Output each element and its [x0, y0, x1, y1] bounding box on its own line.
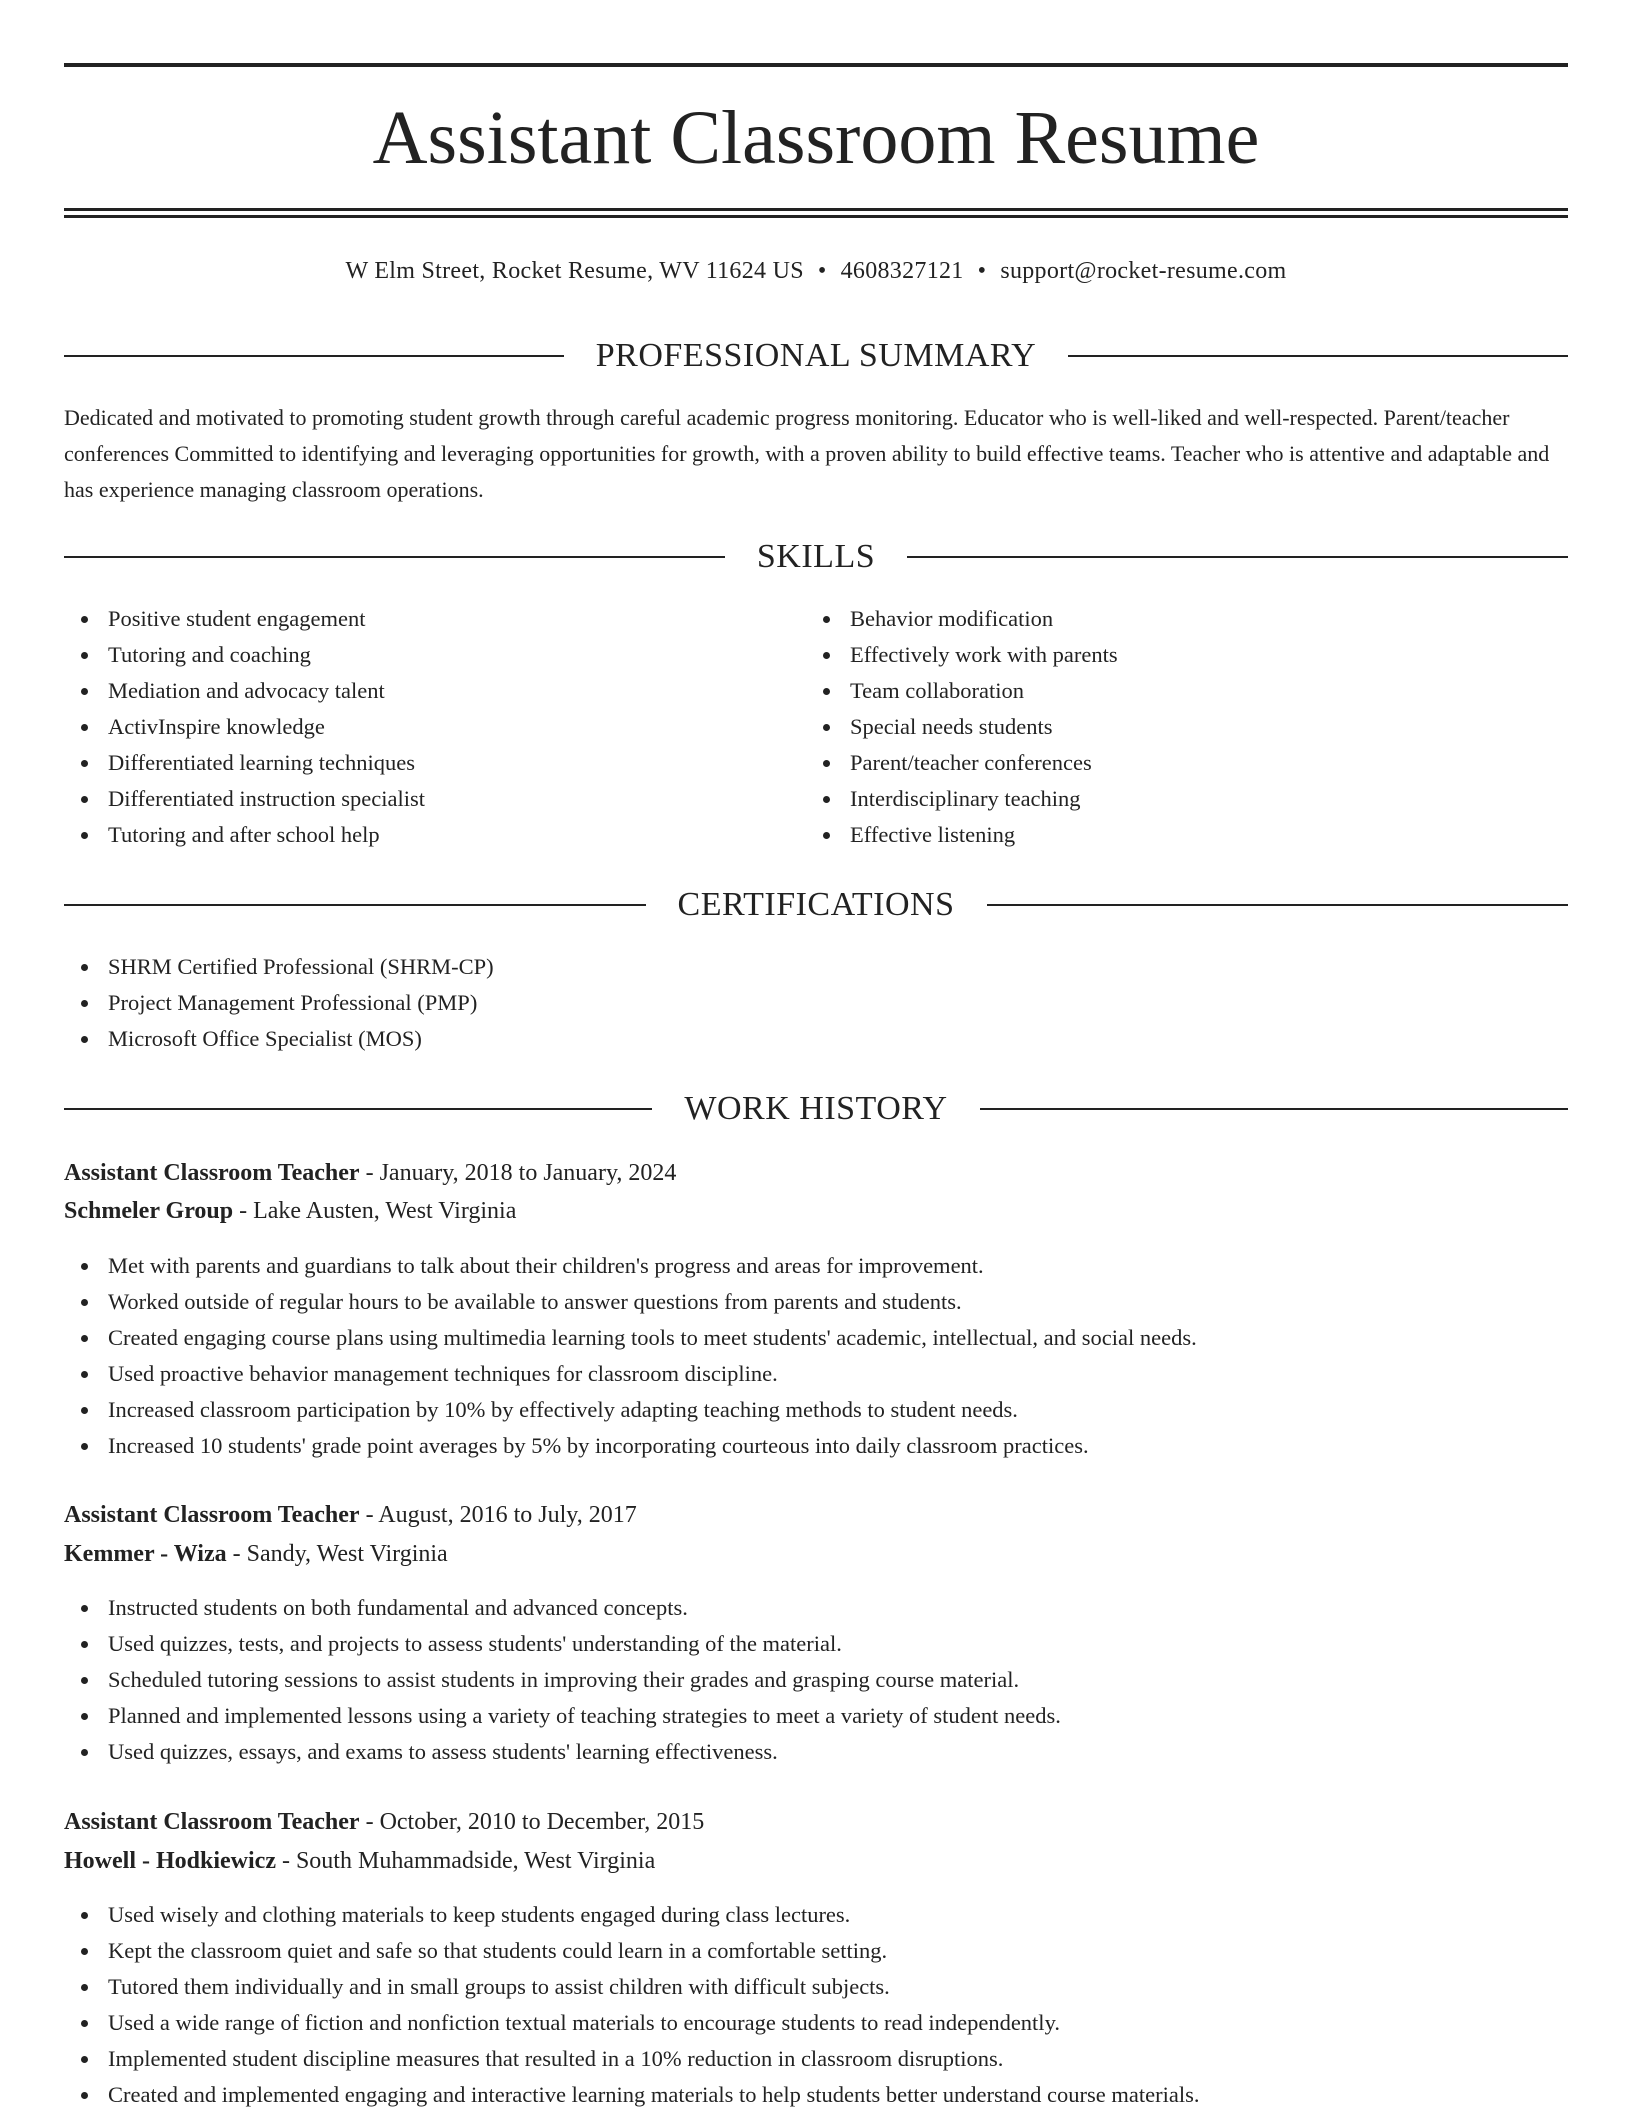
job-bullet: Increased classroom participation by 10% by effectively adapting teaching methods to student needs.: [64, 1392, 1568, 1428]
section-heading-summary: [64, 334, 1568, 378]
skill-item: Differentiated instruction specialist: [64, 781, 804, 817]
job-bullet: Used proactive behavior management techniques for classroom discipline.: [64, 1356, 1568, 1392]
job-company-line: [64, 1192, 1568, 1230]
job-title-line: [64, 1154, 1568, 1192]
section-heading-work-history: [64, 1087, 1568, 1131]
job-company: Schmeler Group: [64, 1198, 234, 1224]
job-location: - South Muhammadside, West Virginia: [275, 1848, 656, 1874]
heading-rule: [907, 556, 1568, 558]
contact-separator: •: [977, 258, 987, 284]
job-bullet: Implemented student discipline measures that resulted in a 10% reduction in classroom disruptions.: [64, 2041, 1568, 2077]
job-bullet: Worked outside of regular hours to be available to answer questions from parents and students.: [64, 1284, 1568, 1320]
section-title-work-history: WORK HISTORY: [684, 1090, 948, 1127]
page-title: Assistant Classroom Resume: [372, 96, 1260, 180]
job-location: - Lake Austen, West Virginia: [233, 1198, 517, 1224]
certification-item: Project Management Professional (PMP): [64, 985, 1568, 1021]
certification-item: SHRM Certified Professional (SHRM-CP): [64, 949, 1568, 985]
job-dates: - January, 2018 to January, 2024: [359, 1160, 677, 1186]
skill-item: Effectively work with parents: [806, 637, 1568, 673]
heading-rule: [1068, 355, 1568, 357]
summary-text: Dedicated and motivated to promoting student growth through careful academic progress monitoring. Educator who is well-liked and well-respected. Parent/teacher conferences Committed to identifying and leveraging opportunities for growth, with a proven ability to build effective teams. Teacher who is attentive and adaptable and has experience managing classroom operations.: [64, 405, 1550, 502]
job-bullet: Scheduled tutoring sessions to assist students in improving their grades and grasping course material.: [64, 1662, 1568, 1698]
job-bullet: Instructed students on both fundamental and advanced concepts.: [64, 1590, 1568, 1626]
section-heading-certifications: [64, 883, 1568, 927]
job-bullets: [64, 1897, 1568, 2113]
section-title-certifications: CERTIFICATIONS: [677, 886, 955, 923]
skill-item: Interdisciplinary teaching: [806, 781, 1568, 817]
job-bullet: Used wisely and clothing materials to keep students engaged during class lectures.: [64, 1897, 1568, 1933]
job-bullet: Tutored them individually and in small groups to assist children with difficult subjects.: [64, 1969, 1568, 2005]
job-company-line: [64, 1535, 1568, 1573]
heading-rule: [64, 1108, 652, 1110]
job-bullet: Created and implemented engaging and interactive learning materials to help students better understand course materials.: [64, 2077, 1568, 2113]
job-company: Kemmer - Wiza: [64, 1541, 227, 1567]
job-bullet: Planned and implemented lessons using a variety of teaching strategies to meet a variety of student needs.: [64, 1698, 1568, 1734]
skill-item: Special needs students: [806, 709, 1568, 745]
certification-item: Microsoft Office Specialist (MOS): [64, 1021, 1568, 1057]
skills-list-left: [64, 601, 804, 853]
job-dates: - August, 2016 to July, 2017: [359, 1502, 637, 1528]
job-bullet: Increased 10 students' grade point averages by 5% by incorporating courteous into daily classroom practices.: [64, 1428, 1568, 1464]
heading-rule: [64, 355, 564, 357]
skill-item: Team collaboration: [806, 673, 1568, 709]
skill-item: Tutoring and coaching: [64, 637, 804, 673]
job-title-line: [64, 1803, 1568, 1841]
skill-item: Parent/teacher conferences: [806, 745, 1568, 781]
job-bullets: [64, 1590, 1568, 1770]
job-bullet: Created engaging course plans using multimedia learning tools to meet students' academic, intellectual, and social needs.: [64, 1320, 1568, 1356]
section-title-skills: SKILLS: [756, 538, 876, 575]
contact-phone: 4608327121: [840, 258, 964, 284]
job-bullet: Used quizzes, tests, and projects to assess students' understanding of the material.: [64, 1626, 1568, 1662]
job-bullet: Used quizzes, essays, and exams to assess students' learning effectiveness.: [64, 1734, 1568, 1770]
skill-item: Positive student engagement: [64, 601, 804, 637]
heading-rule: [987, 904, 1569, 906]
contact-line: [64, 254, 1568, 288]
contact-email: support@rocket-resume.com: [1000, 258, 1287, 284]
certifications-list: [64, 949, 1568, 1057]
job-title-line: [64, 1496, 1568, 1534]
skill-item: ActivInspire knowledge: [64, 709, 804, 745]
job-bullets: [64, 1248, 1568, 1464]
contact-address: W Elm Street, Rocket Resume, WV 11624 US: [345, 258, 804, 284]
skills-list-right: [806, 601, 1568, 853]
skill-item: Effective listening: [806, 817, 1568, 853]
top-rule: [64, 63, 1568, 67]
job-title: Assistant Classroom Teacher: [64, 1809, 360, 1835]
contact-separator: •: [817, 258, 827, 284]
job-bullet: Met with parents and guardians to talk about their children's progress and areas for improvement.: [64, 1248, 1568, 1284]
job-location: - Sandy, West Virginia: [226, 1541, 448, 1567]
job-bullet: Kept the classroom quiet and safe so that students could learn in a comfortable setting.: [64, 1933, 1568, 1969]
heading-rule: [64, 904, 646, 906]
skill-item: Mediation and advocacy talent: [64, 673, 804, 709]
heading-rule: [980, 1108, 1568, 1110]
heading-rule: [64, 556, 725, 558]
skill-item: Tutoring and after school help: [64, 817, 804, 853]
title-double-rule: [64, 208, 1568, 218]
job-title: Assistant Classroom Teacher: [64, 1502, 360, 1528]
job-title: Assistant Classroom Teacher: [64, 1160, 360, 1186]
skill-item: Behavior modification: [806, 601, 1568, 637]
job-company-line: [64, 1842, 1568, 1880]
section-title-summary: PROFESSIONAL SUMMARY: [595, 337, 1037, 374]
job-company: Howell - Hodkiewicz: [64, 1848, 276, 1874]
job-dates: - October, 2010 to December, 2015: [359, 1809, 705, 1835]
job-bullet: Used a wide range of fiction and nonfiction textual materials to encourage students to read independently.: [64, 2005, 1568, 2041]
section-heading-skills: [64, 535, 1568, 579]
skill-item: Differentiated learning techniques: [64, 745, 804, 781]
